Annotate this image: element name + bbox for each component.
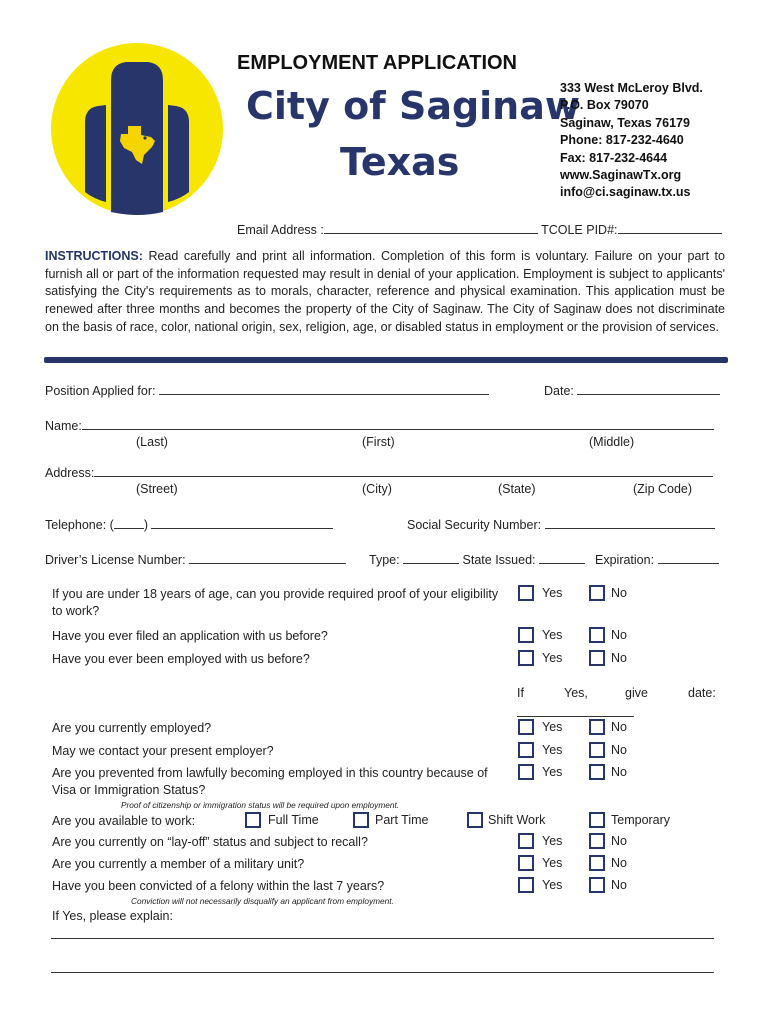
contact-employer-no-label: No — [611, 743, 627, 757]
employed-before-yes-checkbox[interactable] — [518, 650, 534, 666]
email-label: Email Address : — [237, 223, 324, 237]
website-line: www.SaginawTx.org — [560, 168, 682, 183]
layoff-yes-checkbox[interactable] — [518, 833, 534, 849]
ssn-input[interactable] — [545, 517, 715, 529]
instructions — [45, 248, 725, 337]
dl-type-input[interactable] — [403, 552, 459, 564]
name-row — [45, 418, 714, 433]
under-18-yes-checkbox[interactable] — [518, 585, 534, 601]
telephone-row — [45, 517, 333, 532]
employed-before-no-checkbox[interactable] — [589, 650, 605, 666]
under-18-no-checkbox[interactable] — [589, 585, 605, 601]
name-last-caption: (Last) — [136, 435, 168, 449]
question-contact-employer: May we contact your present employer? — [52, 744, 274, 758]
ssn-row — [407, 517, 715, 532]
part-time-label: Part Time — [375, 813, 429, 827]
city-name: City of Saginaw — [246, 84, 580, 128]
military-yes-checkbox[interactable] — [518, 855, 534, 871]
instructions-label: INSTRUCTIONS: — [45, 249, 143, 263]
visa-status-yes-label: Yes — [542, 765, 563, 779]
visa-status-yes-checkbox[interactable] — [518, 764, 534, 780]
city-seal-logo — [50, 42, 224, 216]
contact-address-block — [560, 80, 703, 202]
address-row — [45, 465, 713, 480]
currently-employed-no-checkbox[interactable] — [589, 719, 605, 735]
question-text: to work? — [52, 604, 100, 618]
layoff-no-checkbox[interactable] — [589, 833, 605, 849]
military-no-label: No — [611, 856, 627, 870]
explain-line-2[interactable] — [51, 972, 714, 973]
area-code-input[interactable] — [114, 517, 144, 529]
state-issued-label: State Issued: — [462, 553, 536, 567]
question-currently-employed: Are you currently employed? — [52, 721, 212, 735]
felony-yes-label: Yes — [542, 878, 563, 892]
currently-employed-yes-label: Yes — [542, 720, 563, 734]
shift-work-checkbox[interactable] — [467, 812, 483, 828]
if-yes-word: If — [517, 686, 524, 700]
email-line: info@ci.saginaw.tx.us — [560, 185, 691, 200]
if-yes-word: date: — [688, 686, 716, 700]
filed-before-yes-checkbox[interactable] — [518, 627, 534, 643]
address-input[interactable] — [94, 465, 713, 477]
question-text: Are you prevented from lawfully becoming employed in this country because of — [52, 766, 488, 780]
visa-status-no-label: No — [611, 765, 627, 779]
dl-type-label: Type: — [369, 553, 400, 567]
if-yes-word: give — [625, 686, 648, 700]
full-time-label: Full Time — [268, 813, 319, 827]
question-visa-status — [52, 765, 488, 799]
address-street-caption: (Street) — [136, 482, 178, 496]
question-text: If you are under 18 years of age, can you provide required proof of your eligibility — [52, 587, 499, 601]
proof-note: Proof of citizenship or immigration status will be required upon employment. — [121, 800, 400, 810]
dl-number-input[interactable] — [189, 552, 346, 564]
tcole-label: TCOLE PID#: — [541, 223, 618, 237]
question-military: Are you currently a member of a military unit? — [52, 857, 305, 871]
currently-employed-no-label: No — [611, 720, 627, 734]
question-felony: Have you been convicted of a felony within the last 7 years? — [52, 879, 385, 893]
military-no-checkbox[interactable] — [589, 855, 605, 871]
under-18-yes-label: Yes — [542, 586, 563, 600]
question-under-18 — [52, 586, 498, 620]
telephone-paren: ) — [143, 518, 148, 532]
layoff-no-label: No — [611, 834, 627, 848]
date-input[interactable] — [577, 383, 720, 395]
address-state-caption: (State) — [498, 482, 536, 496]
explain-label: If Yes, please explain: — [52, 909, 173, 923]
drivers-license-row — [45, 552, 346, 567]
name-first-caption: (First) — [362, 435, 395, 449]
contact-employer-no-checkbox[interactable] — [589, 742, 605, 758]
address-label: Address: — [45, 466, 95, 480]
contact-employer-yes-checkbox[interactable] — [518, 742, 534, 758]
filed-before-yes-label: Yes — [542, 628, 563, 642]
expiration-row — [595, 552, 719, 567]
date-row — [544, 383, 720, 398]
question-filed-before: Have you ever filed an application with us before? — [52, 629, 328, 643]
position-label: Position Applied for: — [45, 384, 156, 398]
address-line: P.O. Box 79070 — [560, 98, 649, 113]
date-label: Date: — [544, 384, 574, 398]
position-input[interactable] — [159, 383, 489, 395]
felony-no-checkbox[interactable] — [589, 877, 605, 893]
employment-date-input[interactable] — [517, 716, 634, 717]
ssn-label: Social Security Number: — [407, 518, 542, 532]
shift-work-label: Shift Work — [488, 813, 546, 827]
part-time-checkbox[interactable] — [353, 812, 369, 828]
instructions-text: Read carefully and print all information. Completion of this form is voluntary. Failure on your part to furnish all or part of the information requested may result in denial of your application. Employment is subject to applicants' satisfying the City's requirements as to morals, character, reference and physical examination. This application must be renewed after three months and becomes the property of the City of Saginaw. The City of Saginaw does not discriminate on the basis of race, color, national origin, sex, religion, age, or disabled status in employment or the provision of services. — [45, 249, 725, 334]
under-18-no-label: No — [611, 586, 627, 600]
currently-employed-yes-checkbox[interactable] — [518, 719, 534, 735]
fax-line: Fax: 817-232-4644 — [560, 150, 668, 165]
address-zip-caption: (Zip Code) — [633, 482, 693, 496]
phone-line: Phone: 817-232-4640 — [560, 133, 684, 148]
tcole-input[interactable] — [618, 222, 722, 234]
explain-line-1[interactable] — [51, 938, 714, 939]
position-row — [45, 383, 489, 398]
employed-before-yes-label: Yes — [542, 651, 563, 665]
question-employed-before: Have you ever been employed with us before? — [52, 652, 310, 666]
if-yes-word: Yes, — [564, 686, 588, 700]
contact-employer-yes-label: Yes — [542, 743, 563, 757]
temporary-checkbox[interactable] — [589, 812, 605, 828]
name-label: Name: — [45, 419, 82, 433]
state-name: Texas — [340, 140, 460, 184]
section-divider — [44, 357, 728, 363]
military-yes-label: Yes — [542, 856, 563, 870]
telephone-label: Telephone: ( — [45, 518, 114, 532]
filed-before-no-checkbox[interactable] — [589, 627, 605, 643]
email-input[interactable] — [324, 222, 538, 234]
address-line: 333 West McLeroy Blvd. — [560, 81, 703, 95]
filed-before-no-label: No — [611, 628, 627, 642]
name-middle-caption: (Middle) — [589, 435, 635, 449]
felony-yes-checkbox[interactable] — [518, 877, 534, 893]
layoff-yes-label: Yes — [542, 834, 563, 848]
telephone-input[interactable] — [151, 517, 333, 529]
form-title: EMPLOYMENT APPLICATION — [237, 52, 517, 74]
question-layoff: Are you currently on “lay-off” status and subject to recall? — [52, 835, 368, 849]
question-text: Visa or Immigration Status? — [52, 783, 206, 797]
employed-before-no-label: No — [611, 651, 627, 665]
dl-label: Driver’s License Number: — [45, 553, 186, 567]
dl-type-row — [369, 552, 585, 567]
state-issued-input[interactable] — [539, 552, 585, 564]
expiration-label: Expiration: — [595, 553, 655, 567]
temporary-label: Temporary — [611, 813, 671, 827]
conviction-note: Conviction will not necessarily disqualify an applicant from employment. — [131, 896, 394, 906]
felony-no-label: No — [611, 878, 627, 892]
name-input[interactable] — [82, 418, 714, 430]
visa-status-no-checkbox[interactable] — [589, 764, 605, 780]
expiration-input[interactable] — [658, 552, 719, 564]
question-available: Are you available to work: — [52, 814, 196, 828]
full-time-checkbox[interactable] — [245, 812, 261, 828]
address-city-caption: (City) — [362, 482, 392, 496]
email-row — [237, 222, 722, 237]
address-line: Saginaw, Texas 76179 — [560, 115, 690, 130]
